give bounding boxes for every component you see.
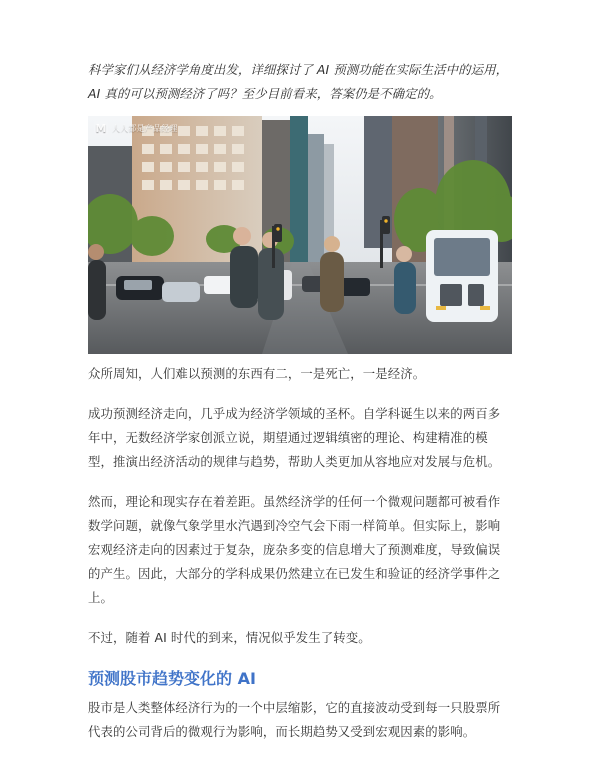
image-watermark [94,121,178,135]
paragraph-1: 众所周知，人们难以预测的东西有二，一是死亡，一是经济。 [88,366,426,381]
watermark-text: 人人都是产品经理 [112,123,178,133]
paragraph-3: 然而，理论和现实存在着差距。虽然经济学的任何一个微观问题都可被看作数学问题，就像气象学里水汽遇到冷空气会下雨一样简单。但实际上，影响宏观经济走向的因素过于复杂，庞杂多变的信息增大了预测难度，导致偏误的产生。因此，大部分的学科成果仍然建立在已发生和验证的经济学事件之上。 [88,494,501,605]
section-title: 预测股市趋势变化的 AI [88,669,256,688]
paragraph-2: 成功预测经济走向，几乎成为经济学领域的圣杯。自学科诞生以来的两百多年中，无数经济学家创派立说，期望通过逻辑缜密的理论、构建精准的模型，推演出经济活动的规律与趋势，帮助人类更加从容地应对发展与危机。 [88,406,501,469]
street-scene-illustration [88,116,512,354]
logo-mark: M [95,121,107,135]
street-scene-image [88,116,512,354]
article-page [88,58,512,744]
intro-paragraph: 科学家们从经济学角度出发，详细探讨了 AI 预测功能在实际生活中的运用，AI 真的可以预测经济了吗？至少目前看来，答案仍是不确定的。 [88,62,509,101]
section-paragraph: 股市是人类整体经济行为的一个中层缩影，它的直接波动受到每一只股票所代表的公司背后的微观行为影响，而长期趋势又受到宏观因素的影响。 [88,700,501,739]
paragraph-4: 不过，随着 AI 时代的到来，情况似乎发生了转变。 [88,630,371,645]
